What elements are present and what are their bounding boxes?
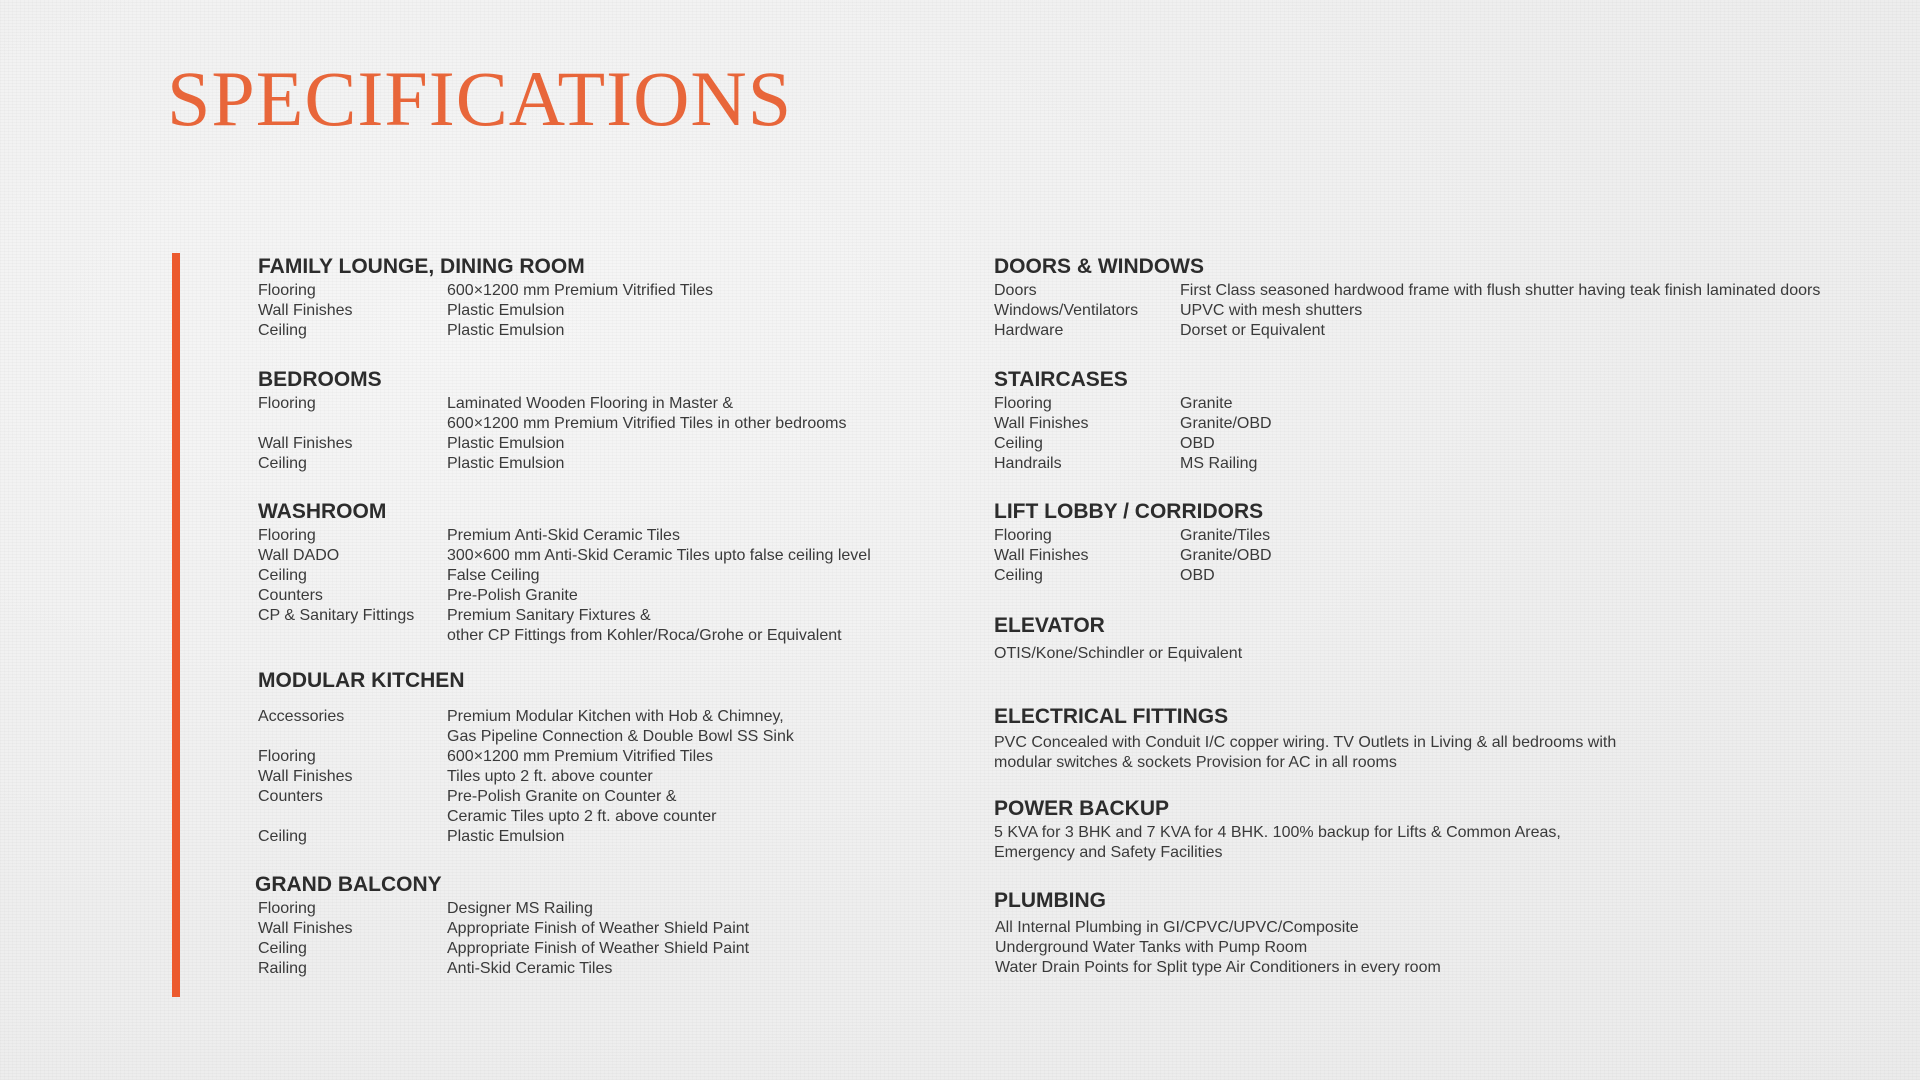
spec-value-line: Plastic Emulsion xyxy=(447,455,565,472)
spec-label: Ceiling xyxy=(994,567,1043,584)
spec-value xyxy=(1180,414,1272,434)
spec-value-line: Premium Anti-Skid Ceramic Tiles xyxy=(447,527,680,544)
spec-value-line: Premium Modular Kitchen with Hob & Chimney, xyxy=(447,708,784,725)
spec-value-line: Plastic Emulsion xyxy=(447,435,565,452)
spec-row xyxy=(258,454,846,474)
spec-row xyxy=(258,919,749,939)
spec-value-line: Pre-Polish Granite xyxy=(447,587,578,604)
spec-value-line: Granite/OBD xyxy=(1180,415,1272,432)
spec-label: Hardware xyxy=(994,322,1064,339)
spec-row xyxy=(994,546,1272,566)
spec-row xyxy=(258,546,871,566)
spec-label: Wall DADO xyxy=(258,547,340,564)
spec-value-line: 600×1200 mm Premium Vitrified Tiles xyxy=(447,748,714,765)
spec-value xyxy=(1180,321,1325,341)
spec-value xyxy=(447,301,564,321)
section-plumbing xyxy=(994,887,1441,978)
spec-value-line: Plastic Emulsion xyxy=(447,322,565,339)
spec-value-line: Dorset or Equivalent xyxy=(1180,322,1325,339)
spec-label: CP & Sanitary Fittings xyxy=(258,607,415,624)
spec-row xyxy=(258,281,713,301)
spec-label: Flooring xyxy=(258,527,316,544)
section-electrical-fittings xyxy=(994,703,1616,773)
spec-value-line: 300×600 mm Anti-Skid Ceramic Tiles upto false ceiling level xyxy=(447,547,871,564)
spec-value-line: Tiles upto 2 ft. above counter xyxy=(447,768,653,785)
section-heading: ELEVATOR xyxy=(994,614,1105,637)
text-line: PVC Concealed with Conduit I/C copper wiring. TV Outlets in Living & all bedrooms with xyxy=(994,734,1617,751)
section-power-backup xyxy=(994,795,1561,863)
spec-value xyxy=(447,959,612,979)
spec-value xyxy=(447,566,539,586)
section-heading: FAMILY LOUNGE, DINING ROOM xyxy=(258,255,585,278)
text-line: modular switches & sockets Provision for AC in all rooms xyxy=(994,754,1397,771)
spec-label: Wall Finishes xyxy=(258,920,353,937)
text-line: OTIS/Kone/Schindler or Equivalent xyxy=(994,645,1243,662)
spec-value-line: Pre-Polish Granite on Counter & xyxy=(447,788,677,805)
spec-label: Railing xyxy=(258,960,307,977)
spec-label: Wall Finishes xyxy=(258,302,353,319)
spec-value xyxy=(447,919,749,939)
section-heading: MODULAR KITCHEN xyxy=(258,669,465,692)
spec-label: Flooring xyxy=(258,748,316,765)
spec-row xyxy=(994,414,1272,434)
spec-value xyxy=(1180,546,1272,566)
spec-value-line: UPVC with mesh shutters xyxy=(1180,302,1363,319)
spec-value-line: Granite xyxy=(1180,395,1233,412)
spec-row xyxy=(258,566,871,586)
spec-row xyxy=(258,939,749,959)
spec-value xyxy=(1180,434,1215,454)
spec-label: Flooring xyxy=(994,395,1052,412)
spec-value xyxy=(447,827,564,847)
section-staircases xyxy=(994,366,1272,474)
spec-label: Ceiling xyxy=(258,322,307,339)
spec-row xyxy=(258,827,794,847)
spec-row xyxy=(258,707,794,747)
spec-label: Ceiling xyxy=(258,567,307,584)
spec-label: Wall Finishes xyxy=(258,768,353,785)
spec-row xyxy=(258,606,871,646)
spec-value xyxy=(447,787,716,827)
section-bedrooms xyxy=(258,366,846,474)
power-text xyxy=(994,823,1561,863)
spec-value xyxy=(447,767,653,787)
section-heading: DOORS & WINDOWS xyxy=(994,255,1204,278)
spec-value xyxy=(1180,526,1270,546)
spec-label: Doors xyxy=(994,282,1037,299)
spec-row xyxy=(994,454,1272,474)
section-heading: STAIRCASES xyxy=(994,368,1128,391)
spec-label: Flooring xyxy=(258,900,316,917)
spec-value-line: Granite/Tiles xyxy=(1180,527,1271,544)
section-heading: LIFT LOBBY / CORRIDORS xyxy=(994,500,1264,523)
spec-value xyxy=(447,281,713,301)
spec-value-line: First Class seasoned hardwood frame with flush shutter having teak finish laminated doors xyxy=(1180,282,1821,299)
text-line: 5 KVA for 3 BHK and 7 KVA for 4 BHK. 100% backup for Lifts & Common Areas, xyxy=(994,824,1561,841)
spec-value-line: Appropriate Finish of Weather Shield Paint xyxy=(447,920,750,937)
section-heading: ELECTRICAL FITTINGS xyxy=(994,705,1229,728)
text-line: Underground Water Tanks with Pump Room xyxy=(995,939,1308,956)
spec-row xyxy=(258,301,713,321)
spec-label: Ceiling xyxy=(994,435,1043,452)
section-doors-windows xyxy=(994,253,1820,341)
spec-value xyxy=(447,434,564,454)
spec-value xyxy=(447,586,578,606)
spec-value xyxy=(447,394,846,434)
elevator-text xyxy=(994,644,1242,664)
spec-row xyxy=(258,434,846,454)
spec-value xyxy=(447,606,842,646)
spec-label: Counters xyxy=(258,788,323,805)
spec-value xyxy=(447,546,871,566)
spec-row xyxy=(258,959,749,979)
spec-row xyxy=(258,747,794,767)
spec-label: Ceiling xyxy=(258,828,307,845)
spec-label: Flooring xyxy=(258,282,316,299)
text-line: All Internal Plumbing in GI/CPVC/UPVC/Composite xyxy=(995,919,1359,936)
text-line: Emergency and Safety Facilities xyxy=(994,844,1223,861)
spec-label: Accessories xyxy=(258,708,345,725)
spec-label: Wall Finishes xyxy=(994,415,1089,432)
section-lift-lobby xyxy=(994,498,1272,586)
spec-value-line: Anti-Skid Ceramic Tiles xyxy=(447,960,613,977)
spec-row xyxy=(994,301,1820,321)
spec-value-line: OBD xyxy=(1180,435,1215,452)
spec-value xyxy=(1180,566,1215,586)
section-heading: GRAND BALCONY xyxy=(255,873,442,896)
spec-value-line: OBD xyxy=(1180,567,1215,584)
spec-row xyxy=(994,281,1820,301)
spec-row xyxy=(994,526,1272,546)
spec-row xyxy=(994,321,1820,341)
spec-value xyxy=(447,707,794,747)
spec-value-line: Laminated Wooden Flooring in Master & xyxy=(447,395,734,412)
section-family-lounge xyxy=(258,253,713,341)
spec-value xyxy=(1180,281,1820,301)
spec-row xyxy=(994,566,1272,586)
spec-value-line: Granite/OBD xyxy=(1180,547,1272,564)
spec-label: Windows/Ventilators xyxy=(994,302,1139,319)
spec-value-line: Premium Sanitary Fixtures & xyxy=(447,607,651,624)
spec-row xyxy=(994,434,1272,454)
spec-value-line: Ceramic Tiles upto 2 ft. above counter xyxy=(447,808,717,825)
section-elevator xyxy=(994,612,1242,664)
spec-row xyxy=(258,526,871,546)
spec-label: Wall Finishes xyxy=(258,435,353,452)
spec-row xyxy=(258,787,794,827)
spec-label: Wall Finishes xyxy=(994,547,1089,564)
spec-value-line: Gas Pipeline Connection & Double Bowl SS Sink xyxy=(447,728,794,745)
spec-value xyxy=(447,939,749,959)
spec-value xyxy=(447,454,564,474)
spec-value xyxy=(1180,454,1257,474)
spec-label: Ceiling xyxy=(258,455,307,472)
spec-value xyxy=(1180,301,1362,321)
text-line: Water Drain Points for Split type Air Conditioners in every room xyxy=(995,959,1441,976)
spec-label: Flooring xyxy=(994,527,1052,544)
spec-label: Flooring xyxy=(258,395,316,412)
spec-value-line: Designer MS Railing xyxy=(447,900,593,917)
section-washroom xyxy=(258,498,871,646)
spec-label: Ceiling xyxy=(258,940,307,957)
section-heading: BEDROOMS xyxy=(258,368,382,391)
spec-row xyxy=(258,767,794,787)
accent-bar xyxy=(172,253,180,997)
spec-value-line: Plastic Emulsion xyxy=(447,828,565,845)
section-modular-kitchen xyxy=(258,667,794,847)
section-heading: WASHROOM xyxy=(258,500,387,523)
plumbing-text xyxy=(995,918,1441,978)
spec-value xyxy=(447,321,564,341)
spec-value-line: 600×1200 mm Premium Vitrified Tiles in other bedrooms xyxy=(447,415,847,432)
spec-value xyxy=(447,747,713,767)
section-heading: POWER BACKUP xyxy=(994,797,1170,820)
spec-value xyxy=(1180,394,1232,414)
spec-label: Handrails xyxy=(994,455,1062,472)
spec-label: Counters xyxy=(258,587,323,604)
spec-row xyxy=(258,321,713,341)
spec-row xyxy=(258,394,846,434)
spec-value-line: other CP Fittings from Kohler/Roca/Grohe or Equivalent xyxy=(447,627,842,644)
spec-value-line: False Ceiling xyxy=(447,567,540,584)
spec-row xyxy=(258,586,871,606)
spec-value-line: MS Railing xyxy=(1180,455,1258,472)
electrical-text xyxy=(994,733,1616,773)
spec-value-line: Plastic Emulsion xyxy=(447,302,565,319)
page-title: SPECIFICATIONS xyxy=(167,55,793,142)
spec-value xyxy=(447,899,593,919)
spec-value xyxy=(447,526,680,546)
spec-row xyxy=(994,394,1272,414)
spec-row xyxy=(258,899,749,919)
spec-value-line: 600×1200 mm Premium Vitrified Tiles xyxy=(447,282,714,299)
spec-value-line: Appropriate Finish of Weather Shield Paint xyxy=(447,940,750,957)
section-grand-balcony xyxy=(255,871,749,979)
section-heading: PLUMBING xyxy=(994,889,1106,912)
